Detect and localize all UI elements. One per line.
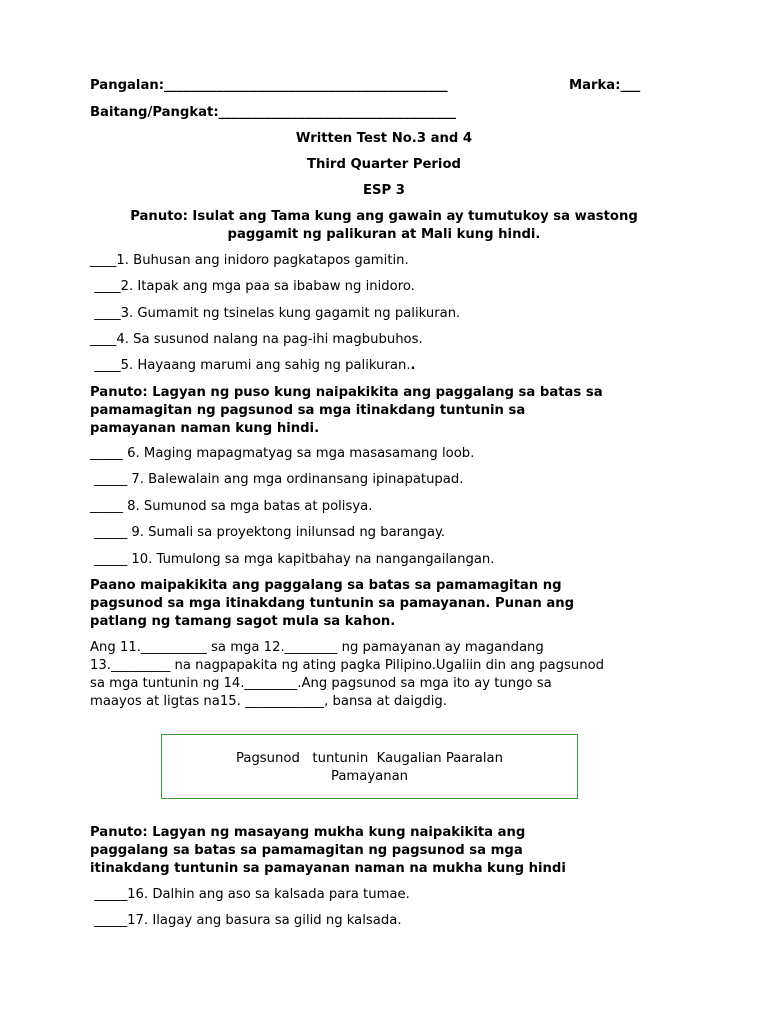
period-title: Third Quarter Period bbox=[307, 157, 461, 172]
name-line: Pangalan:___________________________________________ bbox=[90, 78, 448, 93]
item-1: ____1. Buhusan ang inidoro pagkatapos gamitin. bbox=[90, 253, 409, 268]
section2-directions-line-3: pamayanan naman kung hindi. bbox=[90, 421, 320, 436]
score-line: Marka:___ bbox=[569, 78, 641, 93]
item-5 bbox=[90, 357, 416, 375]
fill-in-paragraph bbox=[90, 639, 690, 711]
item-4: ____4. Sa susunod nalang na pag-ihi magbubuhos. bbox=[90, 332, 423, 347]
section2-directions-line-2: pamamagitan ng pagsunod sa mga itinakdang tuntunin sa bbox=[90, 403, 526, 418]
item-16: _____16. Dalhin ang aso sa kalsada para tumae. bbox=[90, 887, 410, 902]
section4-directions-line-1: Panuto: Lagyan ng masayang mukha kung naipakikita ang bbox=[90, 825, 526, 840]
paragraph-line-4: maayos at ligtas na15. ____________, bansa at daigdig. bbox=[90, 694, 447, 709]
section3-directions-line-3: patlang ng tamang sagot mula sa kahon. bbox=[90, 614, 396, 629]
item-3: ____3. Gumamit ng tsinelas kung gagamit ng palikuran. bbox=[90, 306, 461, 321]
test-title: Written Test No.3 and 4 bbox=[295, 131, 473, 146]
item-8: _____ 8. Sumunod sa mga batas at polisya. bbox=[90, 499, 373, 514]
section3-directions bbox=[90, 577, 690, 631]
item-5-period: . bbox=[410, 358, 416, 373]
item-10: _____ 10. Tumulong sa mga kapitbahay na nangangailangan. bbox=[90, 552, 495, 567]
section2-directions bbox=[90, 384, 690, 438]
section4-directions-line-2: paggalang sa batas sa pamamagitan ng pagsunod sa mga bbox=[90, 843, 523, 858]
word-choices-line-1: Pagsunod tuntunin Kaugalian Paaralan bbox=[236, 751, 503, 766]
paragraph-line-1: Ang 11.__________ sa mga 12.________ ng pamayanan ay magandang bbox=[90, 640, 544, 655]
section3-directions-line-1: Paano maipakikita ang paggalang sa batas sa pamamagitan ng bbox=[90, 578, 562, 593]
item-2: ____2. Itapak ang mga paa sa ibabaw ng inidoro. bbox=[90, 279, 415, 294]
item-7: _____ 7. Balewalain ang mga ordinansang ipinapatupad. bbox=[90, 472, 464, 487]
paragraph-line-3: sa mga tuntunin ng 14.________.Ang pagsunod sa mga ito ay tungo sa bbox=[90, 676, 552, 691]
grade-section-line: Baitang/Pangkat:____________________________________ bbox=[90, 105, 456, 120]
section2-directions-line-1: Panuto: Lagyan ng puso kung naipakikita ang paggalang sa batas sa bbox=[90, 385, 603, 400]
paragraph-line-2: 13._________ na nagpapakita ng ating pagka Pilipino.Ugaliin din ang pagsunod bbox=[90, 658, 605, 673]
section4-directions-line-3: itinakdang tuntunin sa pamayanan naman na mukha kung hindi bbox=[90, 861, 566, 876]
word-choices-box bbox=[161, 734, 578, 799]
word-choices-line-2: Pamayanan bbox=[330, 769, 409, 784]
subject-title: ESP 3 bbox=[363, 183, 405, 198]
section4-directions bbox=[90, 824, 690, 878]
section1-directions-line-2: paggamit ng palikuran at Mali kung hindi. bbox=[227, 227, 541, 242]
section3-directions-line-2: pagsunod sa mga itinakdang tuntunin sa pamayanan. Punan ang bbox=[90, 596, 575, 611]
item-5-text: ____5. Hayaang marumi ang sahig ng palikuran. bbox=[90, 358, 411, 373]
section1-directions-line-1: Panuto: Isulat ang Tama kung ang gawain ay tumutukoy sa wastong bbox=[130, 209, 638, 224]
item-6: _____ 6. Maging mapagmatyag sa mga masasamang loob. bbox=[90, 446, 475, 461]
item-17: _____17. Ilagay ang basura sa gilid ng kalsada. bbox=[90, 913, 402, 928]
item-9: _____ 9. Sumali sa proyektong inilunsad ng barangay. bbox=[90, 525, 446, 540]
